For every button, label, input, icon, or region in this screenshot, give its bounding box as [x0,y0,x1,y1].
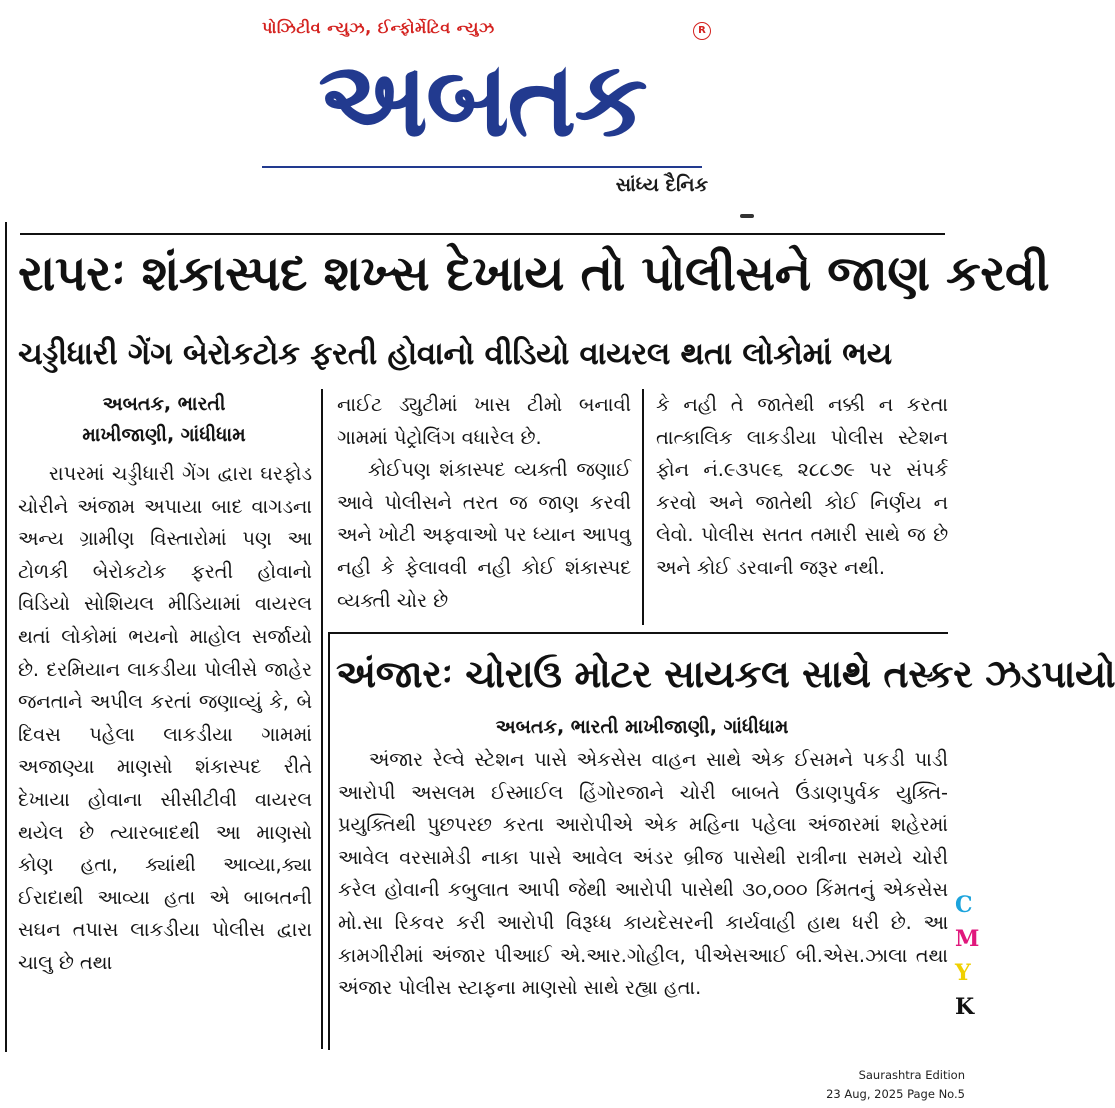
column-divider-2 [642,389,644,625]
story1-headline: રાપરઃ શંકાસ્પદ શખ્સ દેખાય તો પોલીસને જાણ કરવી [18,245,1050,302]
cmyk-marks [955,888,980,1024]
headline-top-rule [20,233,945,235]
cmyk-k: K [955,994,975,1020]
registered-mark-icon: R [693,22,711,40]
footer-edition: Saurashtra Edition [858,1068,965,1082]
masthead-subtitle: સાંધ્ય દૈનિક [615,174,708,196]
story2-byline: અબતક, ભારતી માખીજાણી, ગાંધીધામ [495,716,789,738]
story1-col2-paragraph-2: કોઈપણ શંકાસ્પદ વ્યક્તી જણાઈ આવે પોલીસને તરત જ જાણ કરવી અને ખોટી અફવાઓ પર ધ્યાન આપવુ નહી કે ફેલાવવી નહી કોઈ શંકાસ્પદ વ્યક્તી ચોર છે [337,458,631,612]
story2-body [338,744,948,1005]
page-footer [765,1066,965,1104]
story1-col3-paragraph: કે નહી તે જાતેથી નક્કી ન કરતા તાત્કાલિક લાકડીયા પોલીસ સ્ટેશન ફોન નં.૯૩૫૯૬ ૨૮૮૭૯ પર સંપર્ક કરવો અને જાતેથી કોઈ નિર્ણય ન લેવો. પોલીસ સતત તમારી સાથે જ છે અને કોઈ ડરવાની જરૂર નથી. [656,393,948,579]
story1-subheadline: ચડ્ડીધારી ગેંગ બેરોકટોક ફરતી હોવાનો વીડિયો વાયરલ થતા લોકોમાં ભય [18,336,892,372]
logo-underline [262,166,702,168]
page-left-rule [5,222,7,1052]
newspaper-logo: અબતક [318,38,646,160]
story2-box-top-rule [328,632,948,634]
story1-col1-paragraph: રાપરમાં ચડ્ડીધારી ગેંગ દ્વારા ઘરફોડ ચોરીને અંજામ અપાયા બાદ વાગડના અન્ય ગ્રામીણ વિસ્તારોમાં પણ આ ટોળકી બેરોકટોક ફરતી હોવાનો વિડિયો સોશિયલ મીડિયામાં વાયરલ થતાં લોકોમાં ભયનો માહોલ સર્જાયો છે. દરમિયાન લાકડીયા પોલીસે જાહેર જનતાને અપીલ કરતાં જણાવ્યું કે, બે દિવસ પહેલા લાકડીયા ગામમાં અજાણ્યા માણસો શંકાસ્પદ રીતે દેખાયા હોવાના સીસીટીવી વાયરલ થયેલ છે ત્યારબાદથી આ માણસો કોણ હતા, ક્યાંથી આવ્યા,ક્યા ઈરાદાથી આવ્યા હતા એ બાબતની સઘન તપાસ લાકડીયા પોલીસ દ્વારા ચાલુ છે તથા [18,462,312,974]
story1-byline-line1: અબતક, ભારતી [102,393,226,415]
column-divider-1 [321,389,323,1049]
story1-col2-paragraph-1: નાઈટ ડ્યુટીમાં ખાસ ટીમો બનાવી ગામમાં પેટ્રોલિંગ વધારેલ છે. [337,393,631,449]
story1-column-1 [18,458,312,980]
cmyk-c: C [955,892,973,918]
story1-byline-line2: માખીજાણી, ગાંધીધામ [82,424,246,446]
print-mark [740,214,754,218]
story1-column-2 [337,389,631,617]
masthead-tagline: પોઝિટીવ ન્યુઝ, ઈન્ફોર્મેટિવ ન્યુઝ [262,18,495,37]
footer-date-page: 23 Aug, 2025 Page No.5 [826,1087,965,1101]
story2-box-left-rule [328,632,330,1050]
story2-paragraph: અંજાર રેલ્વે સ્ટેશન પાસે એકસેસ વાહન સાથે એક ઈસમને પકડી પાડી આરોપી અસલમ ઈસ્માઈલ હિંગોરજાને ચોરી બાબતે ઉંડાણપુર્વક યુક્તિ- પ્રયુક્તિથી પુછપરછ કરતા આરોપીએ એક મહિના પહેલા અંજારમાં શહેરમાં આવેલ વરસામેડી નાકા પાસે આવેલ અંડર બ્રીજ પાસેથી રાત્રીના સમયે ચોરી કરેલ હોવાની કબુલાત આપી જેથી આરોપી પાસેથી ૩૦,૦૦૦ કિંમતનું એકસેસ મો.સા રિકવર કરી આરોપી વિરૂધ્ધ કાયદેસરની કાર્યવાહી હાથ ધરી છે. આ કામગીરીમાં અંજાર પીઆઈ એ.આર.ગોહીલ, પીએસઆઈ બી.એસ.ઝાલા તથા અંજાર પોલીસ સ્ટાફના માણસો સાથે રહ્યા હતા. [338,748,948,1000]
cmyk-m: M [955,926,980,952]
masthead [0,0,973,210]
cmyk-y: Y [955,960,971,986]
story1-column-3 [656,389,948,585]
story1-byline [16,389,312,451]
story2-headline: અંજારઃ ચોરાઉ મોટર સાયકલ સાથે તસ્કર ઝડપાયો [336,652,1115,696]
